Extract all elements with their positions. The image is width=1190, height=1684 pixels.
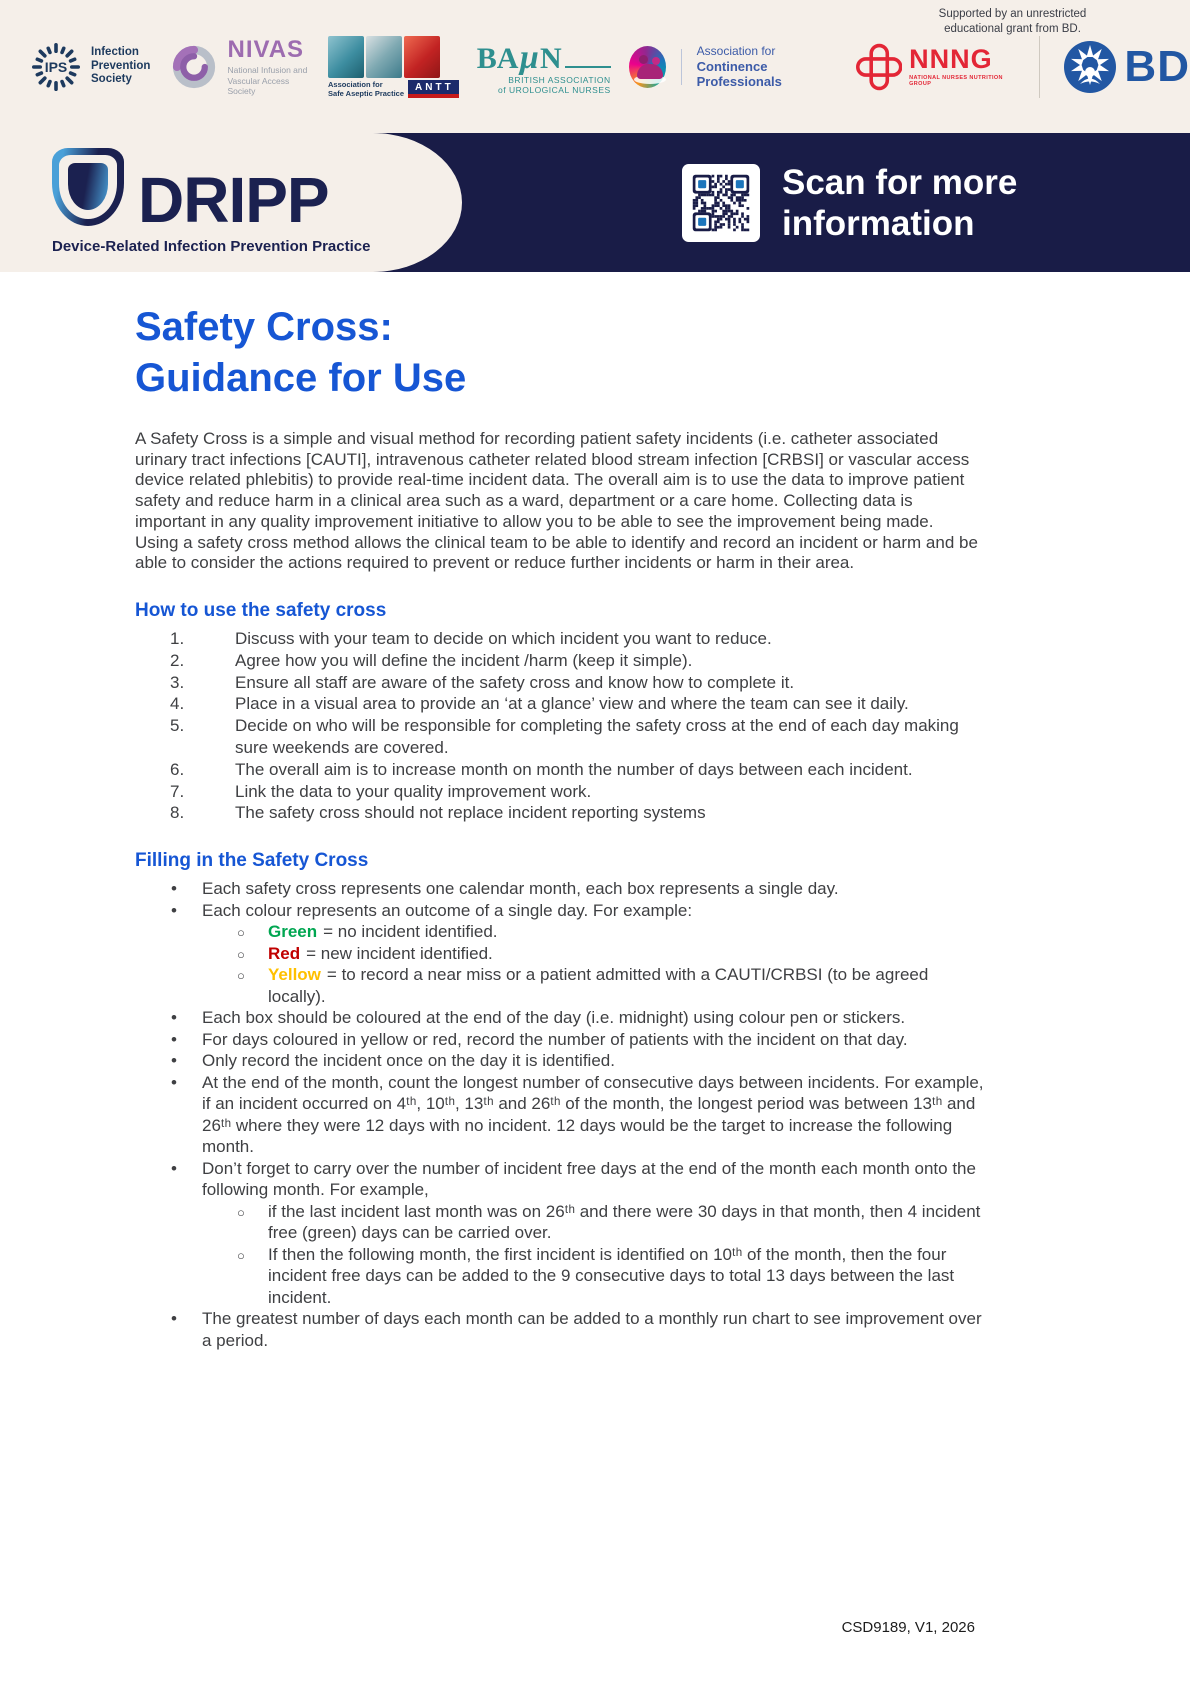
acp-icon [629, 46, 666, 88]
list-item: 1. Discuss with your team to decide on which incident you want to reduce. [170, 628, 772, 648]
ips-icon [28, 38, 84, 96]
bd-logo [1063, 40, 1190, 94]
dripp-wordmark: DRIPP [138, 164, 329, 236]
intro-paragraph: A Safety Cross is a simple and visual method for recording patient safety incidents (i.e. catheter associated urinary tract infections [CAUTI], intravenous catheter related blood stream infection [CRBSI] or vascular access device related phlebitis) to provide real-time incident data. The overall aim is to use the data to improve patient safety and reduce harm in a clinical area such as a ward, department or a care home. Collecting data is important in any quality improvement initiative to allow you to be able to see the improvement being made. Using a safety cross method allows the clinical team to be able to identify and record an incident or harm and be able to consider the actions required to prevent or reduce further incidents or harm in their area. [135, 429, 978, 573]
how-to-use-list [135, 628, 990, 824]
ips-abbr: IPS [44, 58, 68, 75]
dripp-tagline: Device-Related Infection Prevention Practice [52, 238, 371, 255]
list-item: • Each box should be coloured at the end of the day (i.e. midnight) using colour pen or stickers. [135, 1007, 990, 1029]
baun-subtitle: BRITISH ASSOCIATION of UROLOGICAL NURSES [498, 74, 611, 95]
list-item: 2. Agree how you will define the incident /harm (keep it simple). [170, 650, 693, 670]
supported-note: Supported by an unrestricted educational grant from BD. [938, 8, 1087, 35]
partner-logos-header [0, 0, 1190, 133]
qr-caption: Scan for more information [782, 162, 1018, 243]
antt-photo-3 [404, 36, 440, 78]
logos-row [28, 0, 1190, 133]
baun-logo [477, 39, 611, 95]
ips-name: Infection Prevention Society [91, 46, 151, 86]
baun-swoosh [565, 66, 611, 68]
ips-logo [28, 38, 150, 96]
baun-name: BA µ N [477, 39, 611, 77]
list-item: ○ if the last incident last month was on 26ᵗʰ and there were 30 days in that month, then 4 incident free (green) days can be carried over. [135, 1201, 990, 1244]
list-item: 4. Place in a visual area to provide an ‘at a glance’ view and where the team can see it daily. [170, 694, 909, 714]
antt-photos [328, 36, 459, 78]
antt-caption: Association for Safe Aseptic Practice [328, 79, 405, 98]
list-item: • Only record the incident once on the day it is identified. [135, 1050, 990, 1072]
nnng-name: NNNG NATIONAL NURSES NUTRITION GROUP [909, 44, 1003, 87]
list-item: • For days coloured in yellow or red, record the number of patients with the incident on that day. [135, 1029, 990, 1051]
list-item: 6. The overall aim is to increase month on month the number of days between each incident. [170, 759, 913, 779]
list-item: 7. Link the data to your quality improvement work. [170, 781, 592, 801]
list-item: • At the end of the month, count the longest number of consecutive days between incidents. For example, if an incident occurred on 4ᵗʰ, 10ᵗʰ, 13ᵗʰ and 26ᵗʰ of the month, the longest period was between 13ᵗʰ and 26ᵗʰ where they were 12 days with no incident. 12 days would be the target to increase the following month. [135, 1072, 990, 1158]
page-title: Safety Cross: Guidance for Use [135, 305, 467, 400]
list-item-green: ○ Green = no incident identified. [135, 921, 990, 943]
list-item: • Each colour represents an outcome of a single day. For example: [135, 900, 990, 922]
document-body [0, 272, 1190, 1351]
antt-logo [328, 36, 459, 98]
header-divider [1039, 36, 1040, 98]
nivas-name: NIVAS National Infusion and Vascular Access Society [227, 36, 308, 97]
antt-badge: ANTT [408, 80, 459, 98]
antt-photo-1 [328, 36, 364, 78]
nnng-cross-icon [856, 40, 902, 94]
nnng-logo [856, 40, 1015, 94]
list-item-red: ○ Red = new incident identified. [135, 943, 990, 965]
list-item: 8. The safety cross should not replace incident reporting systems [170, 803, 706, 823]
dripp-banner [0, 133, 1190, 272]
acp-name: Association for Continence Professionals [696, 44, 782, 89]
list-item: • Each safety cross represents one calendar month, each box represents a single day. [135, 878, 990, 900]
qr-code [682, 164, 760, 242]
doc-code: CSD9189, V1, 2026 [841, 1619, 975, 1636]
nivas-swirl-icon [168, 38, 220, 96]
dripp-droplet-icon [52, 148, 124, 226]
acp-logo [629, 44, 838, 89]
list-item: 5. Decide on who will be responsible for completing the safety cross at the end of each day making sure weekends are covered. [170, 716, 959, 757]
antt-photo-2 [366, 36, 402, 78]
section-heading-how-to-use: How to use the safety cross [135, 599, 387, 621]
nivas-logo [168, 36, 310, 97]
list-item: • Don’t forget to carry over the number of incident free days at the end of the month each month onto the following month. For example, [135, 1158, 990, 1201]
dripp-brand [52, 148, 370, 255]
list-item: 3. Ensure all staff are aware of the safety cross and know how to complete it. [170, 672, 795, 692]
bd-name: BD [1124, 41, 1190, 91]
bd-medallion-icon [1063, 40, 1117, 94]
section-heading-filling-in: Filling in the Safety Cross [135, 850, 369, 872]
list-item-yellow: ○ Yellow = to record a near miss or a patient admitted with a CAUTI/CRBSI (to be agreed locally). [135, 964, 990, 1007]
list-item: ○ If then the following month, the first incident is identified on 10ᵗʰ of the month, then the four incident free days can be added to the 9 consecutive days to total 13 days between the last incident. [135, 1244, 990, 1309]
filling-in-list [135, 878, 990, 1351]
list-item: • The greatest number of days each month can be added to a monthly run chart to see improvement over a period. [135, 1308, 990, 1351]
